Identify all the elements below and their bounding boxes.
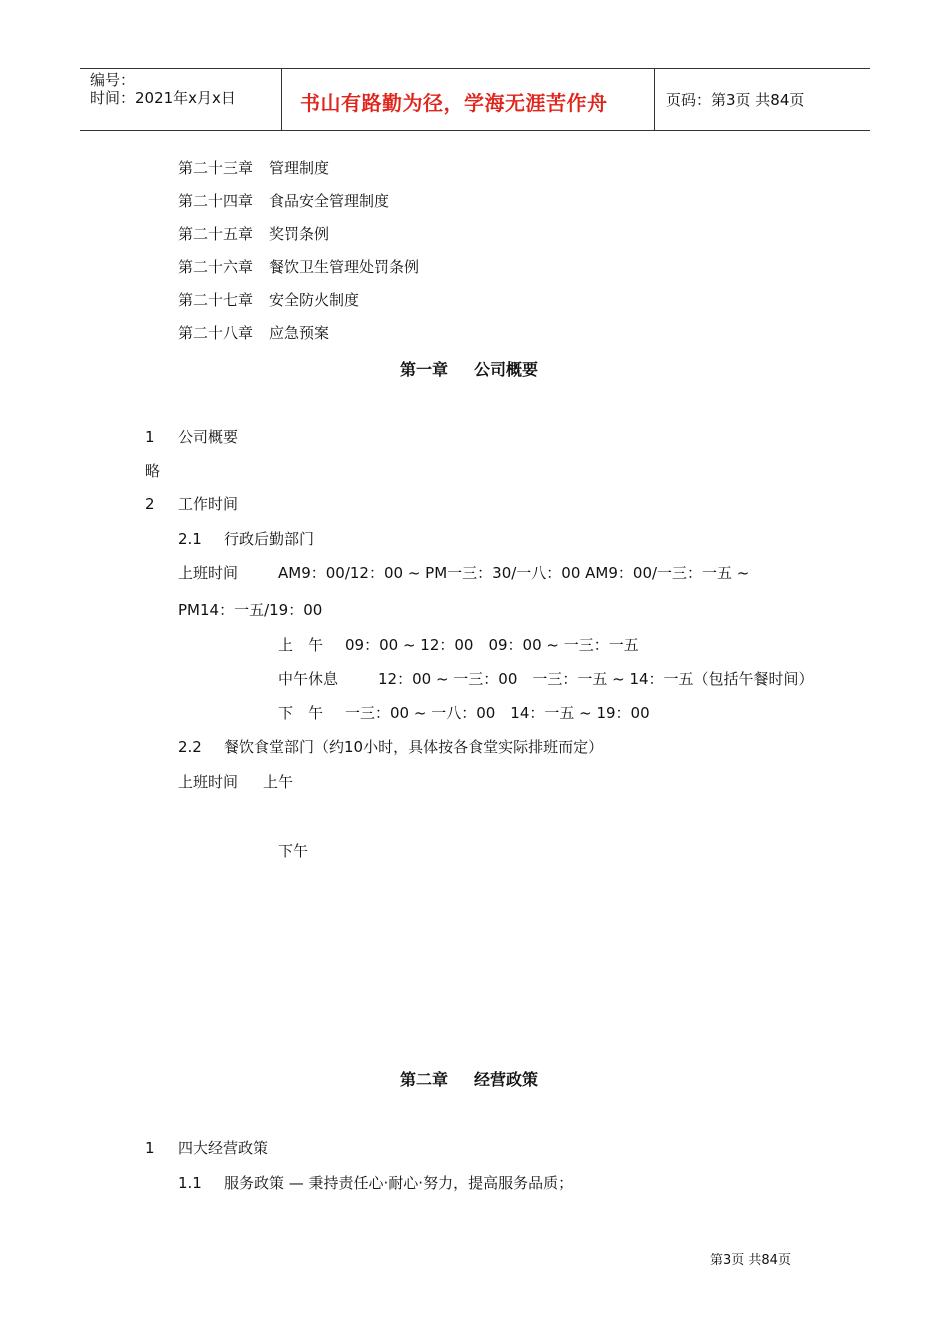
toc-chapter: 第二十三章 (178, 159, 254, 177)
toc-title: 应急预案 (269, 324, 330, 342)
chapter-number: 第二章 (400, 1070, 449, 1089)
subsection-number: 2.1 (178, 530, 202, 548)
toc-chapter: 第二十五章 (178, 225, 254, 243)
section-title: 四大经营政策 (178, 1139, 269, 1157)
toc-chapter: 第二十七章 (178, 291, 254, 309)
header-divider (281, 69, 282, 130)
page-footer: 第3页 共84页 (710, 1253, 791, 1268)
schedule-label: 上午 (263, 773, 294, 791)
toc-item[interactable] (178, 257, 419, 277)
worktime-label: 上班时间 (178, 773, 239, 791)
section-number: 1 (145, 1139, 155, 1157)
time-label: 时间：2021年x月x日 (90, 89, 236, 107)
schedule-label: 下午 (278, 842, 309, 860)
toc-title: 餐饮卫生管理处罚条例 (269, 258, 420, 276)
header-motto: 书山有路勤为径，学海无涯苦作舟 (300, 91, 608, 115)
toc-item[interactable] (178, 191, 389, 211)
chapter-heading (400, 357, 538, 380)
toc-title: 食品安全管理制度 (269, 192, 390, 210)
schedule-time: 12：00 ~ 一三：00 一三：一五 ~ 14：一五（包括午餐时间） (378, 670, 814, 688)
toc-chapter: 第二十六章 (178, 258, 254, 276)
toc-title: 奖罚条例 (269, 225, 330, 243)
subsection-title: 行政后勤部门 (224, 530, 315, 548)
worktime-line: AM9：00/12：00 ~ PM一三：30/一八：00 AM9：00/一三：一五 ~ (278, 564, 750, 582)
document-header (80, 68, 870, 131)
section-number: 2 (145, 495, 155, 513)
schedule-time: 一三：00 ~ 一八：00 14：一五 ~ 19：00 (345, 704, 650, 722)
subsection-text: 服务政策 — 秉持责任心·耐心·努力，提高服务品质； (224, 1174, 574, 1192)
subsection-number: 1.1 (178, 1174, 202, 1192)
header-divider (654, 69, 655, 130)
toc-title: 管理制度 (269, 159, 330, 177)
section-title: 工作时间 (178, 495, 239, 513)
toc-item[interactable] (178, 224, 329, 244)
toc-chapter: 第二十八章 (178, 324, 254, 342)
subsection-title: 餐饮食堂部门（约10小时，具体按各食堂实际排班而定） (224, 738, 604, 756)
schedule-label: 中午休息 (278, 670, 339, 688)
schedule-time: 09：00 ~ 12：00 09：00 ~ 一三：一五 (345, 636, 639, 654)
schedule-label: 上 午 (278, 636, 324, 654)
toc-item[interactable] (178, 323, 329, 343)
chapter-title: 经营政策 (474, 1070, 539, 1089)
chapter-title: 公司概要 (474, 360, 539, 379)
page-indicator: 页码：第3页 共84页 (666, 91, 805, 109)
toc-item[interactable] (178, 290, 359, 310)
chapter-number: 第一章 (400, 360, 449, 379)
section-title: 公司概要 (178, 428, 239, 446)
worktime-line: PM14：一五/19：00 (178, 601, 323, 619)
toc-chapter: 第二十四章 (178, 192, 254, 210)
subsection-number: 2.2 (178, 738, 202, 756)
serial-label: 编号： (90, 71, 136, 89)
chapter-heading (400, 1067, 538, 1090)
toc-item[interactable] (178, 158, 329, 178)
section-number: 1 (145, 428, 155, 446)
toc-title: 安全防火制度 (269, 291, 360, 309)
section-body: 略 (145, 462, 161, 480)
worktime-label: 上班时间 (178, 564, 239, 582)
schedule-label: 下 午 (278, 704, 324, 722)
